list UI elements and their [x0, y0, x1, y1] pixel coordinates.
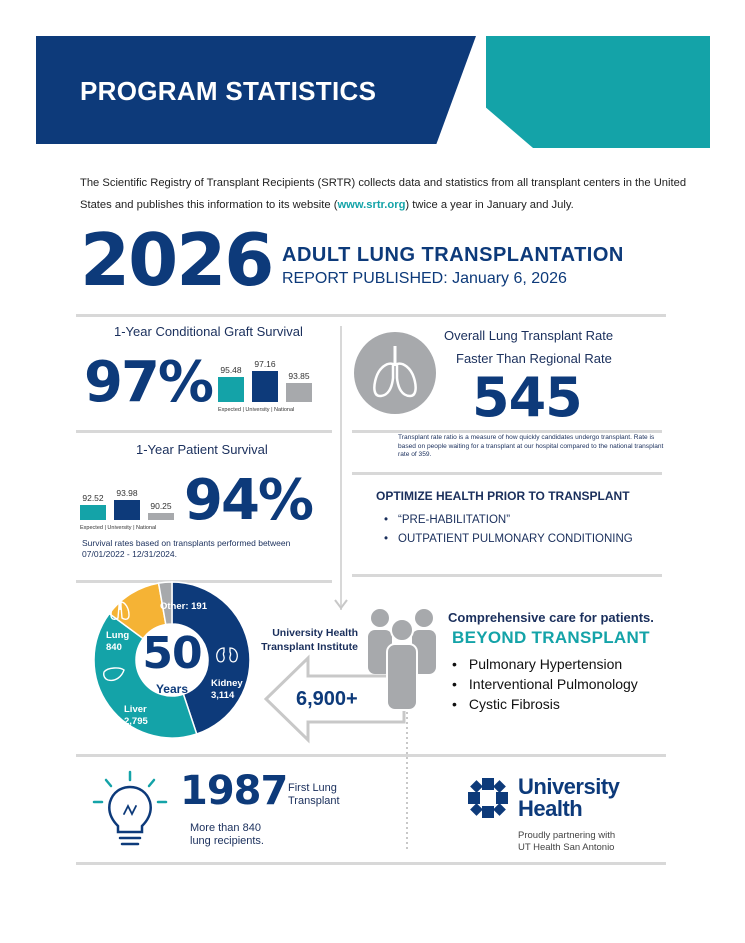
- people-icon: [362, 608, 442, 712]
- srtr-link[interactable]: www.srtr.org: [337, 199, 406, 211]
- beyond-subtitle: Comprehensive care for patients.: [448, 610, 654, 625]
- institute-total: 6,900+: [296, 688, 358, 710]
- rate-value: 545: [472, 366, 582, 429]
- patient-bar-value: 90.25: [150, 500, 172, 511]
- pie-label-kidney: Kidney 3,114: [211, 678, 243, 701]
- patient-bar-labels: Expected | University | National: [80, 525, 157, 531]
- dotted-connector: [404, 712, 410, 852]
- first-transplant-year: 1987: [180, 768, 288, 814]
- graft-bar: [252, 371, 278, 402]
- divider: [76, 430, 332, 433]
- patient-bar-value: 93.98: [116, 488, 138, 499]
- first-transplant-label: First Lung Transplant: [288, 782, 340, 807]
- down-arrow-icon: [333, 596, 349, 612]
- divider: [352, 472, 662, 475]
- report-title: ADULT LUNG TRANSPLANTATION: [282, 244, 624, 266]
- brand-name: University Health: [518, 774, 620, 821]
- divider: [352, 574, 662, 577]
- optimize-title: OPTIMIZE HEALTH PRIOR TO TRANSPLANT: [376, 489, 630, 503]
- lungs-icon: [354, 332, 436, 414]
- rate-title: Overall Lung Transplant Rate: [444, 328, 614, 343]
- university-health-logo-icon: [466, 776, 510, 820]
- report-published: REPORT PUBLISHED: January 6, 2026: [282, 270, 567, 287]
- graft-bar-labels: Expected | University | National: [218, 407, 295, 413]
- patient-bar-value: 92.52: [82, 492, 104, 503]
- patient-bar: [114, 500, 140, 520]
- kidney-icon: [215, 646, 239, 666]
- optimize-item: • “PRE-HABILITATION”: [384, 514, 511, 526]
- lightbulb-icon: [90, 770, 170, 850]
- report-year: 2026: [80, 218, 273, 302]
- survival-note: Survival rates based on transplants performed between 07/01/2022 - 12/31/2024.: [82, 538, 291, 559]
- beyond-item: • Pulmonary Hypertension: [452, 656, 623, 672]
- institute-name: University Health Transplant Institute: [261, 627, 358, 653]
- graft-survival-title: 1-Year Conditional Graft Survival: [114, 324, 303, 339]
- pie-label-liver: Liver 2,795: [124, 704, 148, 727]
- recipients-count: More than 840 lung recipients.: [190, 822, 264, 847]
- graft-bar-value: 97.16: [254, 359, 276, 370]
- graft-bar: [286, 383, 312, 403]
- intro-text-end: ) twice a year in January and July.: [405, 199, 574, 211]
- page-title: PROGRAM STATISTICS: [80, 76, 377, 106]
- patient-survival-chart: [80, 468, 180, 530]
- rate-note: Transplant rate ratio is a measure of how quickly candidates undergo transplant. Rate is based on people waiting for a transplant at our hospital compared to the national transplant rate of 359.: [398, 434, 664, 458]
- divider: [76, 314, 666, 317]
- patient-survival-title: 1-Year Patient Survival: [136, 442, 268, 457]
- beyond-item: • Cystic Fibrosis: [452, 696, 560, 712]
- divider: [76, 862, 666, 865]
- pie-label-lung: Lung 840: [106, 630, 130, 653]
- divider: [76, 754, 666, 757]
- vertical-divider: [340, 326, 342, 610]
- pie-label-other: Other: 191: [160, 601, 207, 612]
- graft-survival-percent: 97%: [84, 350, 213, 415]
- intro-text: The Scientific Registry of Transplant Recipients (SRTR) collects data and statistics from all transplant centers in the United States and publishes this information to its website (: [80, 177, 687, 211]
- brand-partner: Proudly partnering with UT Health San Antonio: [518, 830, 616, 853]
- graft-bar: [218, 377, 244, 402]
- beyond-item: • Interventional Pulmonology: [452, 676, 638, 692]
- intro-paragraph: [80, 172, 690, 216]
- rate-subtitle: Faster Than Regional Rate: [456, 351, 612, 366]
- years-number: 50: [142, 628, 202, 679]
- lungs-icon: [109, 598, 131, 624]
- years-label: Years: [155, 682, 189, 696]
- patient-survival-percent: 94%: [184, 468, 313, 533]
- graft-bar-value: 95.48: [220, 365, 242, 376]
- patient-bar: [80, 505, 106, 520]
- optimize-item: • OUTPATIENT PULMONARY CONDITIONING: [384, 533, 633, 545]
- header-accent: [486, 36, 710, 148]
- liver-icon: [102, 666, 126, 684]
- beyond-title: BEYOND TRANSPLANT: [452, 628, 650, 647]
- graft-survival-chart: [218, 350, 318, 418]
- patient-bar: [148, 513, 174, 521]
- graft-bar-value: 93.85: [288, 370, 310, 381]
- divider: [352, 430, 662, 433]
